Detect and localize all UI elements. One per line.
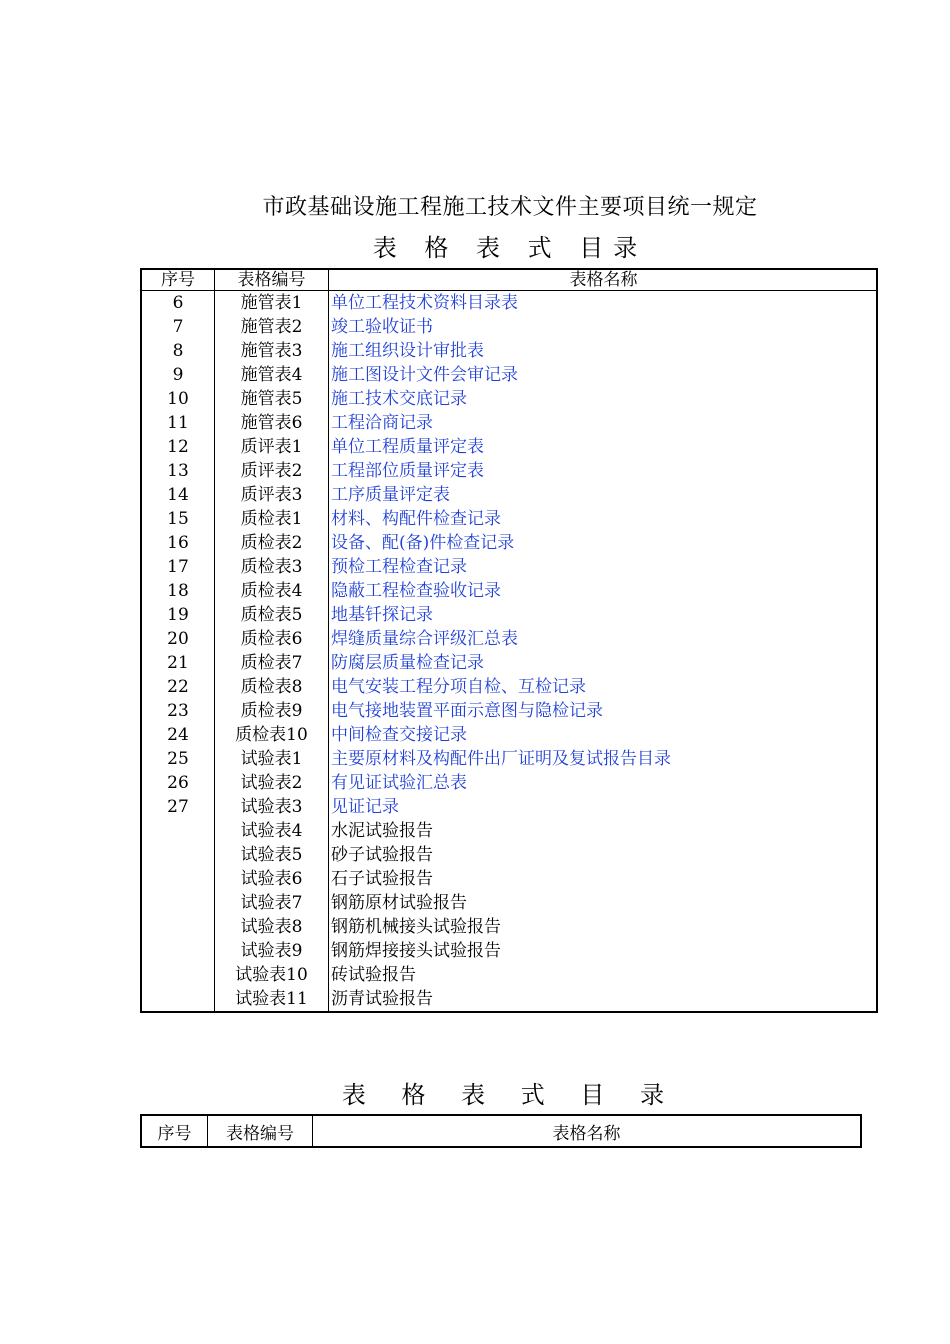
form-code: 质检表5 xyxy=(215,603,329,627)
form-name-link[interactable]: 单位工程技术资料目录表 xyxy=(331,292,518,313)
form-code: 试验表11 xyxy=(215,987,329,1012)
table-row xyxy=(141,699,877,723)
form-name-cell xyxy=(329,339,878,363)
second-header-no: 序号 xyxy=(141,1115,208,1147)
document-title: 市政基础设施工程施工技术文件主要项目统一规定 xyxy=(262,195,758,220)
row-number: 16 xyxy=(141,531,215,555)
row-number: 24 xyxy=(141,723,215,747)
form-code: 施管表4 xyxy=(215,363,329,387)
row-number xyxy=(141,963,215,987)
form-name: 石子试验报告 xyxy=(331,868,433,889)
table-row xyxy=(141,723,877,747)
form-name-cell xyxy=(329,699,878,723)
row-number xyxy=(141,891,215,915)
form-name-cell xyxy=(329,771,878,795)
table-subtitle: 表 格 表 式 目录 xyxy=(372,234,648,262)
table-row xyxy=(141,291,877,316)
form-name-link[interactable]: 施工图设计文件会审记录 xyxy=(331,364,518,385)
form-code: 试验表1 xyxy=(215,747,329,771)
form-name-cell xyxy=(329,579,878,603)
row-number: 14 xyxy=(141,483,215,507)
table-row xyxy=(141,675,877,699)
row-number: 22 xyxy=(141,675,215,699)
table-row xyxy=(141,339,877,363)
form-name-cell xyxy=(329,747,878,771)
table-row xyxy=(141,963,877,987)
form-name-cell xyxy=(329,675,878,699)
form-code: 试验表4 xyxy=(215,819,329,843)
form-name-cell xyxy=(329,459,878,483)
form-name: 钢筋原材试验报告 xyxy=(331,892,467,913)
form-name-cell xyxy=(329,363,878,387)
form-name-link[interactable]: 电气安装工程分项自检、互检记录 xyxy=(331,676,586,697)
form-name-cell xyxy=(329,531,878,555)
form-name-cell xyxy=(329,435,878,459)
form-name-link[interactable]: 有见证试验汇总表 xyxy=(331,772,467,793)
form-name-link[interactable]: 地基钎探记录 xyxy=(331,604,433,625)
form-code: 质评表2 xyxy=(215,459,329,483)
table-row xyxy=(141,627,877,651)
form-code: 试验表5 xyxy=(215,843,329,867)
form-code: 试验表3 xyxy=(215,795,329,819)
form-code: 施管表6 xyxy=(215,411,329,435)
table-row xyxy=(141,531,877,555)
form-name-link[interactable]: 竣工验收证书 xyxy=(331,316,433,337)
row-number xyxy=(141,915,215,939)
form-code: 试验表6 xyxy=(215,867,329,891)
form-name-cell xyxy=(329,723,878,747)
header-code: 表格编号 xyxy=(215,269,329,291)
form-name: 沥青试验报告 xyxy=(331,988,433,1009)
second-table-header-row xyxy=(141,1115,861,1147)
row-number: 27 xyxy=(141,795,215,819)
form-name-cell xyxy=(329,651,878,675)
form-code: 质检表9 xyxy=(215,699,329,723)
form-code: 质检表6 xyxy=(215,627,329,651)
row-number: 23 xyxy=(141,699,215,723)
form-code: 试验表7 xyxy=(215,891,329,915)
form-code: 质评表1 xyxy=(215,435,329,459)
table-row xyxy=(141,363,877,387)
header-name: 表格名称 xyxy=(329,269,878,291)
form-code: 试验表9 xyxy=(215,939,329,963)
row-number xyxy=(141,987,215,1012)
form-code: 质检表3 xyxy=(215,555,329,579)
form-name-link[interactable]: 焊缝质量综合评级汇总表 xyxy=(331,628,518,649)
table-row xyxy=(141,435,877,459)
table-row xyxy=(141,891,877,915)
table-header-row xyxy=(141,269,877,291)
form-name-cell xyxy=(329,795,878,819)
form-name-cell xyxy=(329,411,878,435)
table-row xyxy=(141,555,877,579)
table-row xyxy=(141,795,877,819)
form-code: 质检表2 xyxy=(215,531,329,555)
table-row xyxy=(141,747,877,771)
row-number: 25 xyxy=(141,747,215,771)
form-name: 砖试验报告 xyxy=(331,964,416,985)
row-number xyxy=(141,939,215,963)
row-number: 7 xyxy=(141,315,215,339)
row-number: 20 xyxy=(141,627,215,651)
form-code: 试验表10 xyxy=(215,963,329,987)
form-code: 施管表1 xyxy=(215,291,329,316)
second-header-name: 表格名称 xyxy=(552,1123,621,1144)
row-number xyxy=(141,843,215,867)
row-number: 17 xyxy=(141,555,215,579)
row-number xyxy=(141,819,215,843)
table-row xyxy=(141,579,877,603)
form-name-link[interactable]: 材料、构配件检查记录 xyxy=(331,508,501,529)
form-code: 试验表2 xyxy=(215,771,329,795)
table-row xyxy=(141,507,877,531)
form-name-cell xyxy=(329,507,878,531)
form-name-cell xyxy=(329,483,878,507)
row-number: 18 xyxy=(141,579,215,603)
form-code: 施管表3 xyxy=(215,339,329,363)
table-row xyxy=(141,987,877,1012)
second-header-code: 表格编号 xyxy=(208,1115,313,1147)
form-code: 施管表5 xyxy=(215,387,329,411)
form-name-link[interactable]: 单位工程质量评定表 xyxy=(331,436,484,457)
form-name-cell xyxy=(329,867,878,891)
table-row xyxy=(141,651,877,675)
table-row xyxy=(141,387,877,411)
row-number: 15 xyxy=(141,507,215,531)
form-name-cell xyxy=(329,939,878,963)
form-name-link[interactable]: 工程部位质量评定表 xyxy=(331,460,484,481)
form-code: 质评表3 xyxy=(215,483,329,507)
second-subtitle: 表 格 表 式 目 录 xyxy=(341,1081,679,1109)
table-row xyxy=(141,843,877,867)
form-name-link[interactable]: 电气接地装置平面示意图与隐检记录 xyxy=(331,700,603,721)
row-number xyxy=(141,867,215,891)
table-row xyxy=(141,939,877,963)
form-name: 砂子试验报告 xyxy=(331,844,433,865)
form-name-cell xyxy=(329,987,878,1012)
table-row xyxy=(141,315,877,339)
table-row xyxy=(141,915,877,939)
form-name-cell xyxy=(329,819,878,843)
row-number: 19 xyxy=(141,603,215,627)
form-code: 质检表7 xyxy=(215,651,329,675)
row-number: 8 xyxy=(141,339,215,363)
row-number: 26 xyxy=(141,771,215,795)
row-number: 11 xyxy=(141,411,215,435)
form-name-link[interactable]: 主要原材料及构配件出厂证明及复试报告目录 xyxy=(331,748,671,769)
forms-index-table xyxy=(140,268,878,1013)
table-body xyxy=(141,291,877,1013)
table-row xyxy=(141,483,877,507)
form-code: 施管表2 xyxy=(215,315,329,339)
form-code: 试验表8 xyxy=(215,915,329,939)
form-code: 质检表4 xyxy=(215,579,329,603)
row-number: 12 xyxy=(141,435,215,459)
row-number: 13 xyxy=(141,459,215,483)
form-name-cell xyxy=(329,387,878,411)
form-name-link[interactable]: 隐蔽工程检查验收记录 xyxy=(331,580,501,601)
form-name-link[interactable]: 预检工程检查记录 xyxy=(331,556,467,577)
table-row xyxy=(141,459,877,483)
row-number: 21 xyxy=(141,651,215,675)
row-number: 9 xyxy=(141,363,215,387)
form-name-cell xyxy=(329,627,878,651)
form-name-link[interactable]: 施工技术交底记录 xyxy=(331,388,467,409)
table-row xyxy=(141,603,877,627)
form-code: 质检表10 xyxy=(215,723,329,747)
table-row xyxy=(141,771,877,795)
header-no: 序号 xyxy=(141,269,215,291)
row-number: 6 xyxy=(141,291,215,316)
form-name-link[interactable]: 防腐层质量检查记录 xyxy=(331,652,484,673)
form-name-cell xyxy=(329,315,878,339)
table-row xyxy=(141,411,877,435)
table-row xyxy=(141,819,877,843)
table-row xyxy=(141,867,877,891)
form-code: 质检表1 xyxy=(215,507,329,531)
form-name-cell xyxy=(329,915,878,939)
row-number: 10 xyxy=(141,387,215,411)
form-name: 钢筋机械接头试验报告 xyxy=(331,916,501,937)
second-forms-index-table xyxy=(140,1114,862,1148)
form-name-link[interactable]: 中间检查交接记录 xyxy=(331,724,467,745)
form-name-cell xyxy=(329,291,878,316)
form-name-link[interactable]: 施工组织设计审批表 xyxy=(331,340,484,361)
form-name-cell xyxy=(329,555,878,579)
form-name-cell xyxy=(329,843,878,867)
form-name-link[interactable]: 见证记录 xyxy=(331,796,399,817)
form-name-cell xyxy=(329,603,878,627)
form-code: 质检表8 xyxy=(215,675,329,699)
form-name-link[interactable]: 设备、配(备)件检查记录 xyxy=(331,532,515,553)
form-name-link[interactable]: 工程洽商记录 xyxy=(331,412,433,433)
form-name-cell xyxy=(329,963,878,987)
form-name-cell xyxy=(329,891,878,915)
form-name: 水泥试验报告 xyxy=(331,820,433,841)
form-name: 钢筋焊接接头试验报告 xyxy=(331,940,501,961)
form-name-link[interactable]: 工序质量评定表 xyxy=(331,484,450,505)
